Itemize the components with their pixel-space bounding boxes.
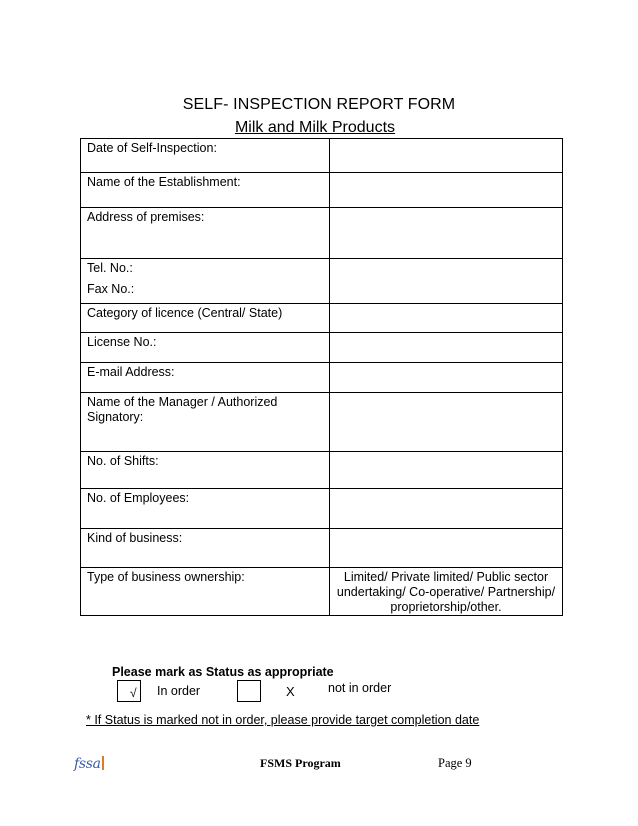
email-value-cell[interactable]	[330, 363, 563, 393]
address-label: Address of premises:	[81, 208, 330, 259]
email-label: E-mail Address:	[81, 363, 330, 393]
table-row	[81, 363, 563, 393]
ownership-label: Type of business ownership:	[81, 568, 330, 616]
x-symbol: X	[286, 684, 295, 699]
shifts-label: No. of Shifts:	[81, 452, 330, 489]
licence-category-value-cell[interactable]	[330, 304, 563, 333]
manager-value-cell[interactable]	[330, 393, 563, 452]
shifts-value-cell[interactable]	[330, 452, 563, 489]
logo-text: fssa	[74, 756, 101, 772]
tel-fax-value-cell[interactable]	[330, 259, 563, 304]
form-subtitle: Milk and Milk Products	[234, 119, 396, 136]
table-row	[81, 173, 563, 208]
tick-symbol: √	[130, 686, 137, 700]
license-no-value-cell[interactable]	[330, 333, 563, 363]
status-legend-heading: Please mark as Status as appropriate	[112, 665, 334, 679]
table-row	[81, 139, 563, 173]
establishment-value-cell[interactable]	[330, 173, 563, 208]
business-kind-value-cell[interactable]	[330, 529, 563, 568]
business-kind-label: Kind of business:	[81, 529, 330, 568]
employees-value-cell[interactable]	[330, 489, 563, 529]
fax-label: Fax No.:	[87, 282, 135, 296]
table-row	[81, 452, 563, 489]
in-order-label: In order	[157, 684, 201, 698]
establishment-label: Name of the Establishment:	[81, 173, 330, 208]
tel-fax-cell	[81, 259, 330, 304]
fssai-logo	[74, 756, 104, 772]
table-row	[81, 333, 563, 363]
footer-program: FSMS Program	[260, 756, 341, 770]
not-in-order-legend-box	[237, 680, 261, 702]
manager-label: Name of the Manager / Authorized Signatory:	[81, 393, 330, 452]
logo-bar-icon	[102, 756, 104, 770]
completion-date-note: * If Status is marked not in order, please provide target completion date	[86, 713, 480, 727]
in-order-legend-box	[117, 680, 141, 702]
form-title: SELF- INSPECTION REPORT FORM	[182, 96, 456, 113]
table-row	[81, 304, 563, 333]
ownership-options-cell[interactable]: Limited/ Private limited/ Public sector undertaking/ Co-operative/ Partnership/ proprietorship/other.	[330, 568, 563, 616]
table-row	[81, 208, 563, 259]
footer-page-number: Page 9	[438, 756, 472, 770]
address-value-cell[interactable]	[330, 208, 563, 259]
table-row	[81, 489, 563, 529]
not-in-order-label: not in order	[328, 681, 392, 695]
employees-label: No. of Employees:	[81, 489, 330, 529]
tel-label: Tel. No.:	[87, 261, 133, 275]
establishment-details-table	[80, 138, 563, 616]
licence-category-label: Category of licence (Central/ State)	[81, 304, 330, 333]
license-no-label: License No.:	[81, 333, 330, 363]
table-row	[81, 259, 563, 304]
date-label: Date of Self-Inspection:	[81, 139, 330, 173]
table-row	[81, 393, 563, 452]
table-row	[81, 529, 563, 568]
table-row	[81, 568, 563, 616]
date-value-cell[interactable]	[330, 139, 563, 173]
